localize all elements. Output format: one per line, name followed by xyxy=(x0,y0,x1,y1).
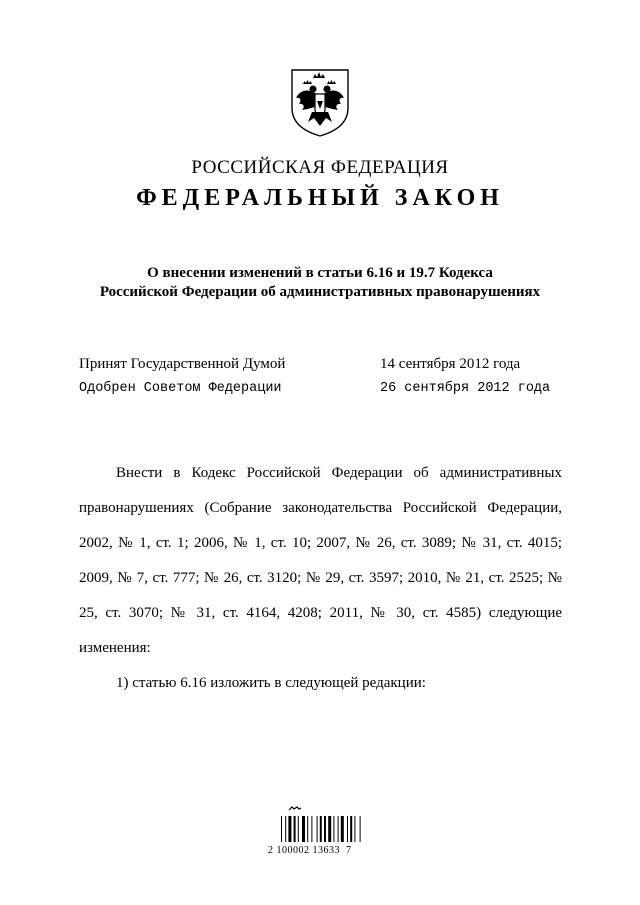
law-title-line-1: О внесении изменений в статьи 6.16 и 19.7 Кодекса xyxy=(147,265,493,281)
document-type-heading: ФЕДЕРАЛЬНЫЙ ЗАКОН xyxy=(136,185,504,211)
law-title-line-2: Российской Федерации об административных правонарушениях xyxy=(99,284,541,300)
barcode-number: 2 100002 13633 7 xyxy=(268,845,352,856)
barcode-icon xyxy=(279,806,369,866)
council-approval-date: 26 сентября 2012 года xyxy=(380,381,551,396)
duma-adoption-date: 14 сентября 2012 года xyxy=(380,356,521,372)
law-body xyxy=(79,456,562,701)
coat-of-arms-icon xyxy=(288,64,352,138)
body-paragraph-1: Внести в Кодекс Российской Федерации об административных правонарушениях (Собрание законодательства Российской Федерации, 2002, № 1, ст. 1; 2006, № 1, ст. 10; 2007, № 26, ст. 3089; № 31, ст. 4015; 2009, № 7, ст. 777; № 26, ст. 3120; № 29, ст. 3597; 2010, № 21, ст. 2525; № 25, ст. 3070; № 31, ст. 4164, 4208; 2011, № 30, ст. 4585) следующие изменения: xyxy=(79,465,562,656)
council-approval-label: Одобрен Советом Федерации xyxy=(79,381,282,396)
duma-adoption-label: Принят Государственной Думой xyxy=(79,356,286,372)
law-title xyxy=(0,264,640,302)
country-heading: РОССИЙСКАЯ ФЕДЕРАЦИЯ xyxy=(191,157,449,178)
body-item-1: 1) статью 6.16 изложить в следующей редакции: xyxy=(116,675,426,691)
